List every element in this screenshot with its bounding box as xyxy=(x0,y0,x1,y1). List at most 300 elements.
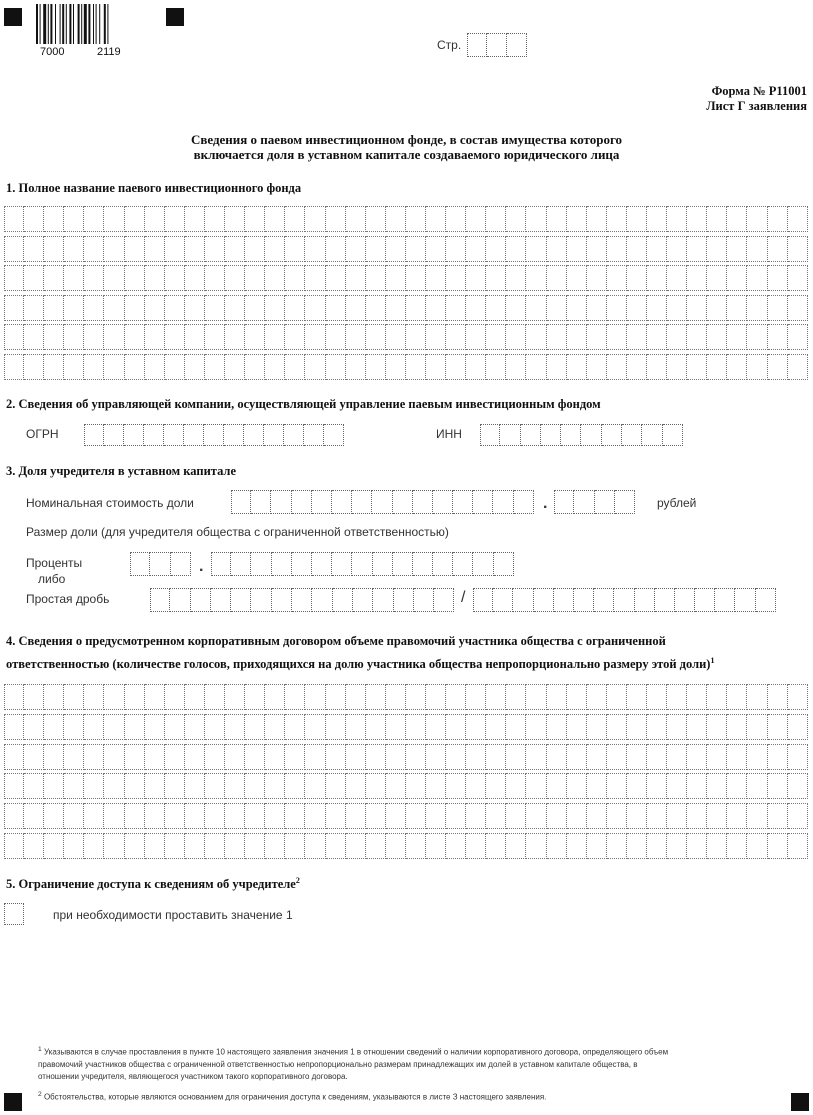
char-cell[interactable] xyxy=(406,744,426,770)
char-cell[interactable] xyxy=(426,833,446,859)
char-cell[interactable] xyxy=(145,295,165,321)
char-cell[interactable] xyxy=(165,773,185,799)
char-cell[interactable] xyxy=(245,324,265,350)
char-cell[interactable] xyxy=(446,206,466,232)
char-cell[interactable] xyxy=(84,684,104,710)
char-cell[interactable] xyxy=(326,773,346,799)
digit-cell[interactable] xyxy=(231,490,251,514)
char-cell[interactable] xyxy=(64,803,84,829)
digit-cell[interactable] xyxy=(635,588,655,612)
char-cell[interactable] xyxy=(687,714,707,740)
char-cell[interactable] xyxy=(526,803,546,829)
char-cell[interactable] xyxy=(326,206,346,232)
char-cell[interactable] xyxy=(145,206,165,232)
digit-cell[interactable] xyxy=(292,490,312,514)
char-cell[interactable] xyxy=(607,354,627,380)
char-cell[interactable] xyxy=(647,206,667,232)
char-cell[interactable] xyxy=(125,265,145,291)
char-cell[interactable] xyxy=(707,236,727,262)
char-cell[interactable] xyxy=(366,295,386,321)
nominal-value-rubles-field[interactable] xyxy=(231,490,534,514)
grid-row[interactable] xyxy=(4,206,808,232)
digit-cell[interactable] xyxy=(574,588,594,612)
char-cell[interactable] xyxy=(446,295,466,321)
char-cell[interactable] xyxy=(727,206,747,232)
digit-cell[interactable] xyxy=(150,552,170,576)
char-cell[interactable] xyxy=(4,354,24,380)
digit-cell[interactable] xyxy=(453,552,473,576)
digit-cell[interactable] xyxy=(272,552,292,576)
char-cell[interactable] xyxy=(406,833,426,859)
char-cell[interactable] xyxy=(326,803,346,829)
char-cell[interactable] xyxy=(386,773,406,799)
char-cell[interactable] xyxy=(567,354,587,380)
digit-cell[interactable] xyxy=(541,424,561,446)
char-cell[interactable] xyxy=(406,714,426,740)
char-cell[interactable] xyxy=(768,354,788,380)
char-cell[interactable] xyxy=(768,324,788,350)
char-cell[interactable] xyxy=(24,265,44,291)
char-cell[interactable] xyxy=(205,265,225,291)
char-cell[interactable] xyxy=(285,236,305,262)
digit-cell[interactable] xyxy=(352,552,372,576)
char-cell[interactable] xyxy=(265,324,285,350)
char-cell[interactable] xyxy=(567,773,587,799)
digit-cell[interactable] xyxy=(271,490,291,514)
char-cell[interactable] xyxy=(547,803,567,829)
char-cell[interactable] xyxy=(185,324,205,350)
char-cell[interactable] xyxy=(446,236,466,262)
char-cell[interactable] xyxy=(346,744,366,770)
percent-integer-field[interactable] xyxy=(130,552,191,576)
char-cell[interactable] xyxy=(366,744,386,770)
digit-cell[interactable] xyxy=(695,588,715,612)
digit-cell[interactable] xyxy=(204,424,224,446)
char-cell[interactable] xyxy=(587,236,607,262)
char-cell[interactable] xyxy=(24,236,44,262)
char-cell[interactable] xyxy=(285,773,305,799)
char-cell[interactable] xyxy=(426,714,446,740)
char-cell[interactable] xyxy=(627,265,647,291)
char-cell[interactable] xyxy=(225,803,245,829)
char-cell[interactable] xyxy=(84,324,104,350)
digit-cell[interactable] xyxy=(144,424,164,446)
char-cell[interactable] xyxy=(346,803,366,829)
char-cell[interactable] xyxy=(426,206,446,232)
char-cell[interactable] xyxy=(747,714,767,740)
char-cell[interactable] xyxy=(567,803,587,829)
char-cell[interactable] xyxy=(145,803,165,829)
char-cell[interactable] xyxy=(326,714,346,740)
char-cell[interactable] xyxy=(265,236,285,262)
grid-row[interactable] xyxy=(4,354,808,380)
char-cell[interactable] xyxy=(4,236,24,262)
char-cell[interactable] xyxy=(587,206,607,232)
char-cell[interactable] xyxy=(687,744,707,770)
char-cell[interactable] xyxy=(788,265,808,291)
char-cell[interactable] xyxy=(547,295,567,321)
char-cell[interactable] xyxy=(285,324,305,350)
digit-cell[interactable] xyxy=(574,490,594,514)
char-cell[interactable] xyxy=(647,236,667,262)
char-cell[interactable] xyxy=(64,684,84,710)
char-cell[interactable] xyxy=(667,354,687,380)
char-cell[interactable] xyxy=(747,833,767,859)
char-cell[interactable] xyxy=(346,684,366,710)
char-cell[interactable] xyxy=(4,295,24,321)
char-cell[interactable] xyxy=(4,324,24,350)
char-cell[interactable] xyxy=(265,265,285,291)
grid-row[interactable] xyxy=(4,803,808,829)
char-cell[interactable] xyxy=(607,684,627,710)
digit-cell[interactable] xyxy=(413,552,433,576)
char-cell[interactable] xyxy=(466,773,486,799)
char-cell[interactable] xyxy=(44,684,64,710)
char-cell[interactable] xyxy=(44,265,64,291)
char-cell[interactable] xyxy=(205,833,225,859)
char-cell[interactable] xyxy=(265,684,285,710)
char-cell[interactable] xyxy=(145,324,165,350)
char-cell[interactable] xyxy=(305,773,325,799)
char-cell[interactable] xyxy=(747,773,767,799)
char-cell[interactable] xyxy=(607,236,627,262)
char-cell[interactable] xyxy=(406,295,426,321)
char-cell[interactable] xyxy=(125,684,145,710)
digit-cell[interactable] xyxy=(332,490,352,514)
char-cell[interactable] xyxy=(346,833,366,859)
char-cell[interactable] xyxy=(747,265,767,291)
digit-cell[interactable] xyxy=(272,588,292,612)
char-cell[interactable] xyxy=(346,324,366,350)
digit-cell[interactable] xyxy=(554,490,574,514)
char-cell[interactable] xyxy=(4,206,24,232)
char-cell[interactable] xyxy=(104,714,124,740)
char-cell[interactable] xyxy=(768,773,788,799)
char-cell[interactable] xyxy=(687,833,707,859)
char-cell[interactable] xyxy=(446,265,466,291)
char-cell[interactable] xyxy=(788,324,808,350)
char-cell[interactable] xyxy=(104,236,124,262)
char-cell[interactable] xyxy=(627,295,647,321)
fraction-numerator-field[interactable] xyxy=(150,588,455,612)
char-cell[interactable] xyxy=(768,714,788,740)
char-cell[interactable] xyxy=(185,354,205,380)
char-cell[interactable] xyxy=(506,236,526,262)
char-cell[interactable] xyxy=(687,236,707,262)
char-cell[interactable] xyxy=(707,833,727,859)
char-cell[interactable] xyxy=(486,773,506,799)
char-cell[interactable] xyxy=(747,803,767,829)
char-cell[interactable] xyxy=(768,265,788,291)
char-cell[interactable] xyxy=(607,773,627,799)
char-cell[interactable] xyxy=(627,236,647,262)
digit-cell[interactable] xyxy=(534,588,554,612)
char-cell[interactable] xyxy=(747,684,767,710)
char-cell[interactable] xyxy=(526,773,546,799)
char-cell[interactable] xyxy=(426,744,446,770)
char-cell[interactable] xyxy=(406,265,426,291)
char-cell[interactable] xyxy=(305,206,325,232)
char-cell[interactable] xyxy=(245,803,265,829)
char-cell[interactable] xyxy=(245,206,265,232)
char-cell[interactable] xyxy=(446,324,466,350)
char-cell[interactable] xyxy=(627,773,647,799)
digit-cell[interactable] xyxy=(581,424,601,446)
char-cell[interactable] xyxy=(245,714,265,740)
char-cell[interactable] xyxy=(305,295,325,321)
char-cell[interactable] xyxy=(727,833,747,859)
char-cell[interactable] xyxy=(647,803,667,829)
char-cell[interactable] xyxy=(44,744,64,770)
char-cell[interactable] xyxy=(768,684,788,710)
fraction-denominator-field[interactable] xyxy=(473,588,776,612)
char-cell[interactable] xyxy=(607,803,627,829)
char-cell[interactable] xyxy=(486,265,506,291)
digit-cell[interactable] xyxy=(104,424,124,446)
char-cell[interactable] xyxy=(185,684,205,710)
char-cell[interactable] xyxy=(165,833,185,859)
digit-cell[interactable] xyxy=(614,588,634,612)
char-cell[interactable] xyxy=(506,295,526,321)
char-cell[interactable] xyxy=(346,206,366,232)
char-cell[interactable] xyxy=(185,206,205,232)
digit-cell[interactable] xyxy=(304,424,324,446)
digit-cell[interactable] xyxy=(521,424,541,446)
digit-cell[interactable] xyxy=(554,588,574,612)
char-cell[interactable] xyxy=(125,324,145,350)
char-cell[interactable] xyxy=(486,354,506,380)
grid-row[interactable] xyxy=(4,324,808,350)
char-cell[interactable] xyxy=(768,744,788,770)
char-cell[interactable] xyxy=(205,684,225,710)
char-cell[interactable] xyxy=(165,265,185,291)
char-cell[interactable] xyxy=(64,265,84,291)
char-cell[interactable] xyxy=(647,265,667,291)
char-cell[interactable] xyxy=(366,833,386,859)
char-cell[interactable] xyxy=(265,833,285,859)
char-cell[interactable] xyxy=(567,265,587,291)
char-cell[interactable] xyxy=(707,206,727,232)
char-cell[interactable] xyxy=(466,324,486,350)
char-cell[interactable] xyxy=(547,354,567,380)
char-cell[interactable] xyxy=(64,744,84,770)
char-cell[interactable] xyxy=(4,803,24,829)
char-cell[interactable] xyxy=(225,236,245,262)
char-cell[interactable] xyxy=(125,803,145,829)
char-cell[interactable] xyxy=(426,324,446,350)
char-cell[interactable] xyxy=(426,773,446,799)
char-cell[interactable] xyxy=(526,684,546,710)
char-cell[interactable] xyxy=(526,324,546,350)
char-cell[interactable] xyxy=(225,714,245,740)
char-cell[interactable] xyxy=(687,803,707,829)
char-cell[interactable] xyxy=(125,236,145,262)
char-cell[interactable] xyxy=(768,295,788,321)
char-cell[interactable] xyxy=(104,295,124,321)
char-cell[interactable] xyxy=(727,714,747,740)
char-cell[interactable] xyxy=(285,265,305,291)
char-cell[interactable] xyxy=(788,236,808,262)
char-cell[interactable] xyxy=(84,206,104,232)
char-cell[interactable] xyxy=(526,354,546,380)
char-cell[interactable] xyxy=(768,236,788,262)
char-cell[interactable] xyxy=(104,265,124,291)
char-cell[interactable] xyxy=(125,295,145,321)
char-cell[interactable] xyxy=(84,833,104,859)
char-cell[interactable] xyxy=(145,236,165,262)
char-cell[interactable] xyxy=(788,714,808,740)
char-cell[interactable] xyxy=(647,744,667,770)
char-cell[interactable] xyxy=(707,773,727,799)
char-cell[interactable] xyxy=(24,773,44,799)
char-cell[interactable] xyxy=(185,714,205,740)
digit-cell[interactable] xyxy=(433,490,453,514)
char-cell[interactable] xyxy=(326,354,346,380)
char-cell[interactable] xyxy=(265,354,285,380)
char-cell[interactable] xyxy=(366,773,386,799)
char-cell[interactable] xyxy=(727,295,747,321)
char-cell[interactable] xyxy=(567,206,587,232)
digit-cell[interactable] xyxy=(615,490,635,514)
char-cell[interactable] xyxy=(245,833,265,859)
char-cell[interactable] xyxy=(667,803,687,829)
char-cell[interactable] xyxy=(205,206,225,232)
char-cell[interactable] xyxy=(587,684,607,710)
char-cell[interactable] xyxy=(567,684,587,710)
char-cell[interactable] xyxy=(305,354,325,380)
char-cell[interactable] xyxy=(607,324,627,350)
char-cell[interactable] xyxy=(104,803,124,829)
char-cell[interactable] xyxy=(84,295,104,321)
char-cell[interactable] xyxy=(526,295,546,321)
char-cell[interactable] xyxy=(64,714,84,740)
char-cell[interactable] xyxy=(165,803,185,829)
char-cell[interactable] xyxy=(104,684,124,710)
char-cell[interactable] xyxy=(386,236,406,262)
char-cell[interactable] xyxy=(44,236,64,262)
char-cell[interactable] xyxy=(687,324,707,350)
digit-cell[interactable] xyxy=(284,424,304,446)
char-cell[interactable] xyxy=(567,295,587,321)
char-cell[interactable] xyxy=(44,714,64,740)
char-cell[interactable] xyxy=(225,295,245,321)
char-cell[interactable] xyxy=(24,295,44,321)
char-cell[interactable] xyxy=(346,714,366,740)
char-cell[interactable] xyxy=(788,744,808,770)
char-cell[interactable] xyxy=(667,744,687,770)
char-cell[interactable] xyxy=(627,324,647,350)
char-cell[interactable] xyxy=(627,744,647,770)
char-cell[interactable] xyxy=(44,295,64,321)
char-cell[interactable] xyxy=(406,236,426,262)
digit-cell[interactable] xyxy=(394,588,414,612)
char-cell[interactable] xyxy=(547,236,567,262)
char-cell[interactable] xyxy=(547,714,567,740)
char-cell[interactable] xyxy=(245,354,265,380)
char-cell[interactable] xyxy=(526,833,546,859)
char-cell[interactable] xyxy=(24,833,44,859)
char-cell[interactable] xyxy=(466,236,486,262)
char-cell[interactable] xyxy=(366,714,386,740)
char-cell[interactable] xyxy=(225,265,245,291)
digit-cell[interactable] xyxy=(663,424,683,446)
char-cell[interactable] xyxy=(64,833,84,859)
char-cell[interactable] xyxy=(346,236,366,262)
char-cell[interactable] xyxy=(104,773,124,799)
digit-cell[interactable] xyxy=(353,588,373,612)
char-cell[interactable] xyxy=(547,265,567,291)
char-cell[interactable] xyxy=(506,206,526,232)
char-cell[interactable] xyxy=(265,714,285,740)
char-cell[interactable] xyxy=(145,354,165,380)
char-cell[interactable] xyxy=(727,324,747,350)
char-cell[interactable] xyxy=(547,684,567,710)
char-cell[interactable] xyxy=(305,236,325,262)
char-cell[interactable] xyxy=(265,206,285,232)
char-cell[interactable] xyxy=(426,236,446,262)
char-cell[interactable] xyxy=(607,833,627,859)
char-cell[interactable] xyxy=(185,744,205,770)
char-cell[interactable] xyxy=(44,354,64,380)
char-cell[interactable] xyxy=(647,295,667,321)
grid-row[interactable] xyxy=(4,773,808,799)
char-cell[interactable] xyxy=(305,744,325,770)
char-cell[interactable] xyxy=(125,833,145,859)
char-cell[interactable] xyxy=(64,324,84,350)
digit-cell[interactable] xyxy=(393,490,413,514)
char-cell[interactable] xyxy=(647,684,667,710)
char-cell[interactable] xyxy=(747,324,767,350)
digit-cell[interactable] xyxy=(372,490,392,514)
char-cell[interactable] xyxy=(446,803,466,829)
char-cell[interactable] xyxy=(125,354,145,380)
char-cell[interactable] xyxy=(245,295,265,321)
digit-cell[interactable] xyxy=(655,588,675,612)
char-cell[interactable] xyxy=(24,803,44,829)
char-cell[interactable] xyxy=(305,265,325,291)
char-cell[interactable] xyxy=(687,295,707,321)
char-cell[interactable] xyxy=(747,236,767,262)
char-cell[interactable] xyxy=(567,833,587,859)
char-cell[interactable] xyxy=(426,265,446,291)
digit-cell[interactable] xyxy=(513,588,533,612)
char-cell[interactable] xyxy=(506,833,526,859)
digit-cell[interactable] xyxy=(500,424,520,446)
char-cell[interactable] xyxy=(44,324,64,350)
char-cell[interactable] xyxy=(366,354,386,380)
char-cell[interactable] xyxy=(205,773,225,799)
digit-cell[interactable] xyxy=(514,490,534,514)
digit-cell[interactable] xyxy=(124,424,144,446)
char-cell[interactable] xyxy=(667,206,687,232)
char-cell[interactable] xyxy=(406,803,426,829)
char-cell[interactable] xyxy=(486,295,506,321)
char-cell[interactable] xyxy=(245,684,265,710)
char-cell[interactable] xyxy=(346,295,366,321)
char-cell[interactable] xyxy=(466,803,486,829)
digit-cell[interactable] xyxy=(292,588,312,612)
char-cell[interactable] xyxy=(225,744,245,770)
digit-cell[interactable] xyxy=(211,588,231,612)
char-cell[interactable] xyxy=(647,354,667,380)
digit-cell[interactable] xyxy=(413,490,433,514)
char-cell[interactable] xyxy=(667,714,687,740)
char-cell[interactable] xyxy=(265,744,285,770)
char-cell[interactable] xyxy=(426,803,446,829)
char-cell[interactable] xyxy=(788,803,808,829)
char-cell[interactable] xyxy=(165,744,185,770)
digit-cell[interactable] xyxy=(493,490,513,514)
